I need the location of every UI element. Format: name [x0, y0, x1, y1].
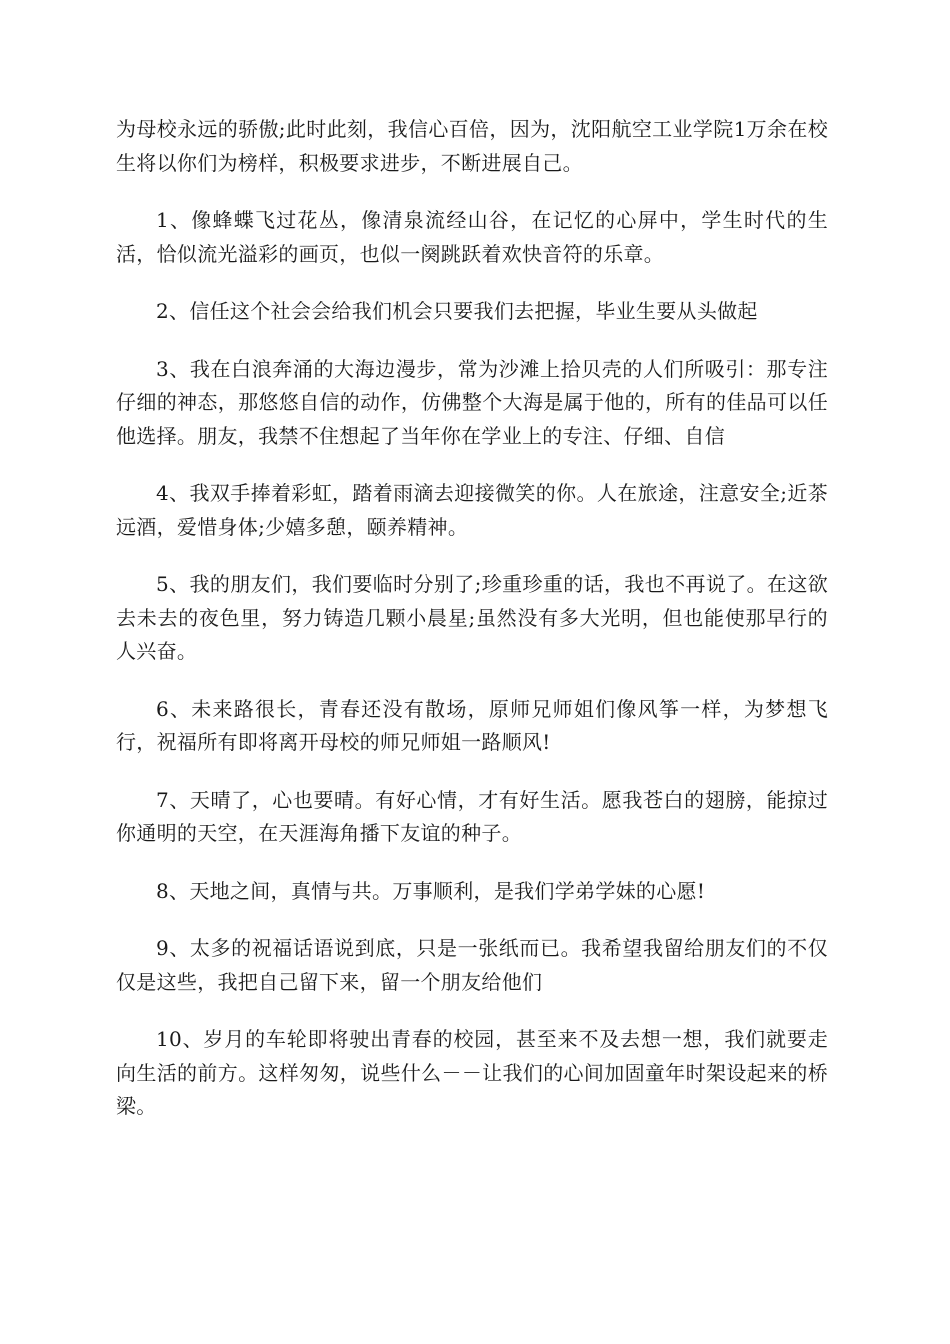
paragraph-item-1: 1、像蜂蝶飞过花丛，像清泉流经山谷，在记忆的心屏中，学生时代的生活，恰似流光溢彩的画页，也似一阕跳跃着欢快音符的乐章。: [116, 208, 828, 266]
document-page: [116, 113, 828, 1148]
paragraph-item-7: 7、天晴了，心也要晴。有好心情，才有好生活。愿我苍白的翅膀，能掠过你通明的天空，在天涯海角播下友谊的种子。: [116, 787, 828, 845]
paragraph-item-10: 10、岁月的车轮即将驶出青春的校园，甚至来不及去想一想，我们就要走向生活的前方。这样匆匆，说些什么－－让我们的心间加固童年时架设起来的桥梁。: [116, 1027, 828, 1118]
paragraph-item-6: 6、未来路很长，青春还没有散场，原师兄师姐们像风筝一样，为梦想飞行，祝福所有即将离开母校的师兄师姐一路顺风!: [116, 696, 828, 754]
paragraph-item-8: 8、天地之间，真情与共。万事顺利，是我们学弟学妹的心愿!: [156, 878, 706, 903]
paragraph-item-4: 4、我双手捧着彩虹，踏着雨滴去迎接微笑的你。人在旅途，注意安全;近茶远酒，爱惜身体;少嬉多憩，颐养精神。: [116, 481, 828, 539]
paragraph-item-2: 2、信任这个社会会给我们机会只要我们去把握，毕业生要从头做起: [156, 299, 758, 323]
paragraph-item-5: 5、我的朋友们，我们要临时分别了;珍重珍重的话，我也不再说了。在这欲去未去的夜色里，努力铸造几颗小晨星;虽然没有多大光明，但也能使那早行的人兴奋。: [116, 572, 828, 663]
paragraph-continuation: 为母校永远的骄傲;此时此刻，我信心百倍，因为，沈阳航空工业学院1万余在校生将以你们为榜样，积极要求进步，不断进展自己。: [116, 117, 828, 175]
paragraph-item-9: 9、太多的祝福话语说到底，只是一张纸而已。我希望我留给朋友们的不仅仅是这些，我把自己留下来，留一个朋友给他们: [116, 936, 828, 994]
paragraph-item-3: 3、我在白浪奔涌的大海边漫步，常为沙滩上拾贝壳的人们所吸引：那专注仔细的神态，那悠悠自信的动作，仿佛整个大海是属于他的，所有的佳品可以任他选择。朋友，我禁不住想起了当年你在学业上的专注、仔细、自信: [116, 356, 828, 448]
